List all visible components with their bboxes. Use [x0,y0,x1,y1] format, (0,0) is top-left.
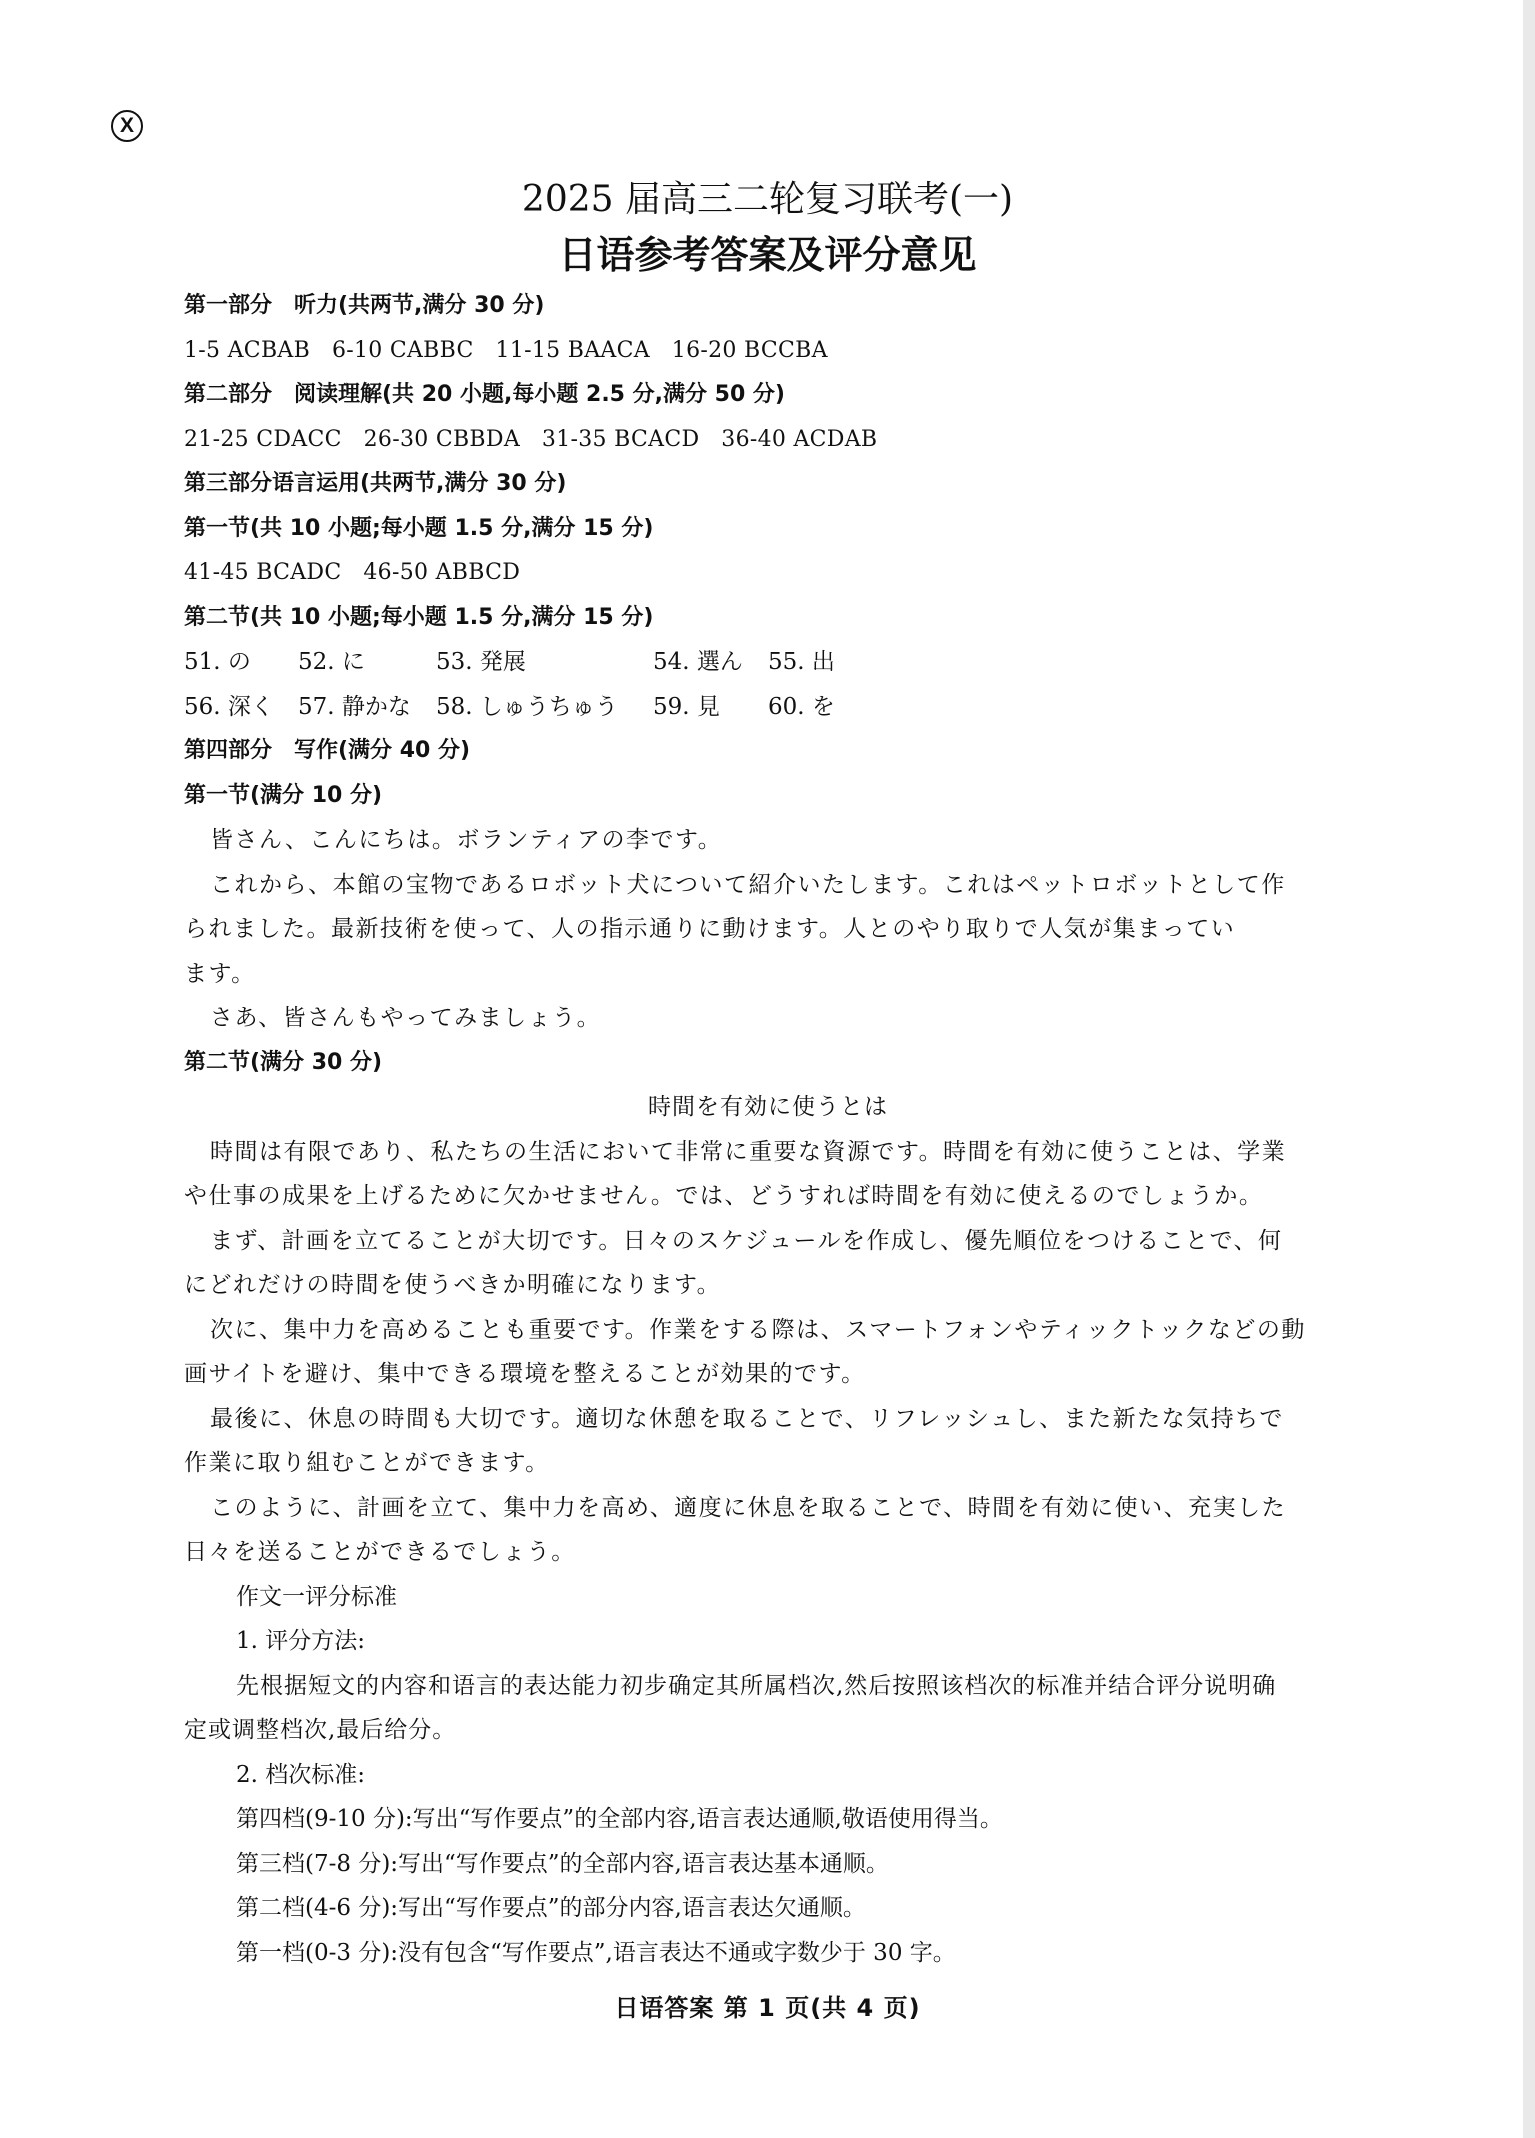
part2-answers: 21-25 CDACC 26-30 CBBDA 31-35 BCACD 36-40 ACDAB [184,426,878,452]
fill-answer-54: 54. 選ん [653,649,743,675]
essay-paragraph-4-line-1: 最後に、休息の時間も大切です。適切な休憩を取ることで、リフレッシュし、また新たな気持ちで [210,1405,1284,1432]
fill-answer-57: 57. 静かな [298,693,411,720]
fill-answer-53: 53. 発展 [436,649,526,675]
page-subtitle: 日语参考答案及评分意见 [558,233,977,277]
sample-paragraph-2-line-3: ます。 [184,960,256,987]
part2-heading: 第二部分 阅读理解(共 20 小题,每小题 2.5 分,满分 50 分) [184,382,785,407]
grading-level-1: 第一档(0-3 分):没有包含“写作要点”,语言表达不通或字数少于 30 字。 [236,1939,956,1966]
sample-paragraph-3: さあ、皆さんもやってみましょう。 [210,1005,602,1031]
part3-section1-heading: 第一节(共 10 小题;每小题 1.5 分,满分 15 分) [184,515,654,541]
page-footer: 日语答案 第 1 页(共 4 页) [614,1994,921,2022]
grading-levels-label: 2. 档次标准: [236,1761,366,1788]
content-body [184,284,1352,1975]
part4-section2-heading: 第二节(满分 30 分) [184,1049,383,1075]
grading-level-3: 第三档(7-8 分):写出“写作要点”的全部内容,语言表达基本通顺。 [236,1850,889,1877]
part4-section1-heading: 第一节(满分 10 分) [184,782,383,808]
sample-paragraph-1: 皆さん、こんにちは。ボランティアの李です。 [210,827,723,853]
fill-answer-60: 60. を [768,693,835,720]
part1-heading: 第一部分 听力(共两节,满分 30 分) [184,293,545,318]
fill-answer-52: 52. に [298,649,365,675]
part3-section1-answers: 41-45 BCADC 46-50 ABBCD [184,560,521,585]
essay-paragraph-2-line-2: にどれだけの時間を使うべきか明確になります。 [184,1272,722,1298]
essay-paragraph-2-line-1: まず、計画を立てることが大切です。日々のスケジュールを作成し、優先順位をつけることで、何 [210,1227,1283,1254]
page-title: 2025 届高三二轮复习联考(一) [521,179,1014,220]
grading-method-label: 1. 评分方法: [236,1628,366,1654]
essay-paragraph-5-line-1: このように、計画を立て、集中力を高め、適度に休息を取ることで、時間を有効に使い、充実した [210,1494,1287,1521]
essay-paragraph-3-line-1: 次に、集中力を高めることも重要です。作業をする際は、スマートフォンやティックトックなどの動 [210,1316,1306,1343]
sample-paragraph-2-line-2: られました。最新技術を使って、人の指示通りに動けます。人とのやり取りで人気が集まってい [184,916,1236,942]
grading-method-line-2: 定或调整档次,最后给分。 [184,1717,457,1743]
fill-blank-row-2 [184,685,1352,730]
essay-paragraph-5-line-2: 日々を送ることができるでしょう。 [184,1539,576,1565]
essay-paragraph-4-line-2: 作業に取り組むことができます。 [184,1450,550,1476]
fill-blank-row-1 [184,640,1352,685]
part1-answers: 1-5 ACBAB 6-10 CABBC 11-15 BAACA 16-20 BCCBA [184,337,828,363]
grading-title: 作文一评分标准 [236,1583,397,1610]
essay-paragraph-1-line-2: や仕事の成果を上げるために欠かせません。では、どうすれば時間を有効に使えるのでしょうか。 [184,1183,1264,1209]
part4-heading: 第四部分 写作(满分 40 分) [184,738,471,763]
sample-paragraph-2-line-1: これから、本館の宝物であるロボット犬について紹介いたします。これはペットロボットとして作 [210,871,1286,898]
corner-mark-icon: X [111,110,143,142]
fill-answer-55: 55. 出 [768,649,835,675]
scan-edge [1523,0,1535,2138]
fill-answer-56: 56. 深く [184,693,274,720]
grading-level-2: 第二档(4-6 分):写出“写作要点”的部分内容,语言表达欠通顺。 [236,1895,866,1921]
essay-paragraph-3-line-2: 画サイトを避け、集中できる環境を整えることが効果的です。 [184,1361,866,1387]
essay-paragraph-1-line-1: 時間は有限であり、私たちの生活において非常に重要な資源です。時間を有効に使うことは、学業 [210,1138,1287,1165]
fill-answer-51: 51. の [184,649,251,675]
grading-level-4: 第四档(9-10 分):写出“写作要点”的全部内容,语言表达通顺,敬语使用得当。 [236,1806,1003,1832]
essay-title: 時間を有効に使うとは [648,1094,888,1120]
fill-answer-58: 58. しゅうちゅう [436,693,618,720]
fill-answer-59: 59. 見 [653,693,720,720]
part3-heading: 第三部分语言运用(共两节,满分 30 分) [184,471,567,496]
part3-section2-heading: 第二节(共 10 小题;每小题 1.5 分,满分 15 分) [184,604,654,630]
grading-method-line-1: 先根据短文的内容和语言的表达能力初步确定其所属档次,然后按照该档次的标准并结合评分说明确 [236,1672,1277,1699]
